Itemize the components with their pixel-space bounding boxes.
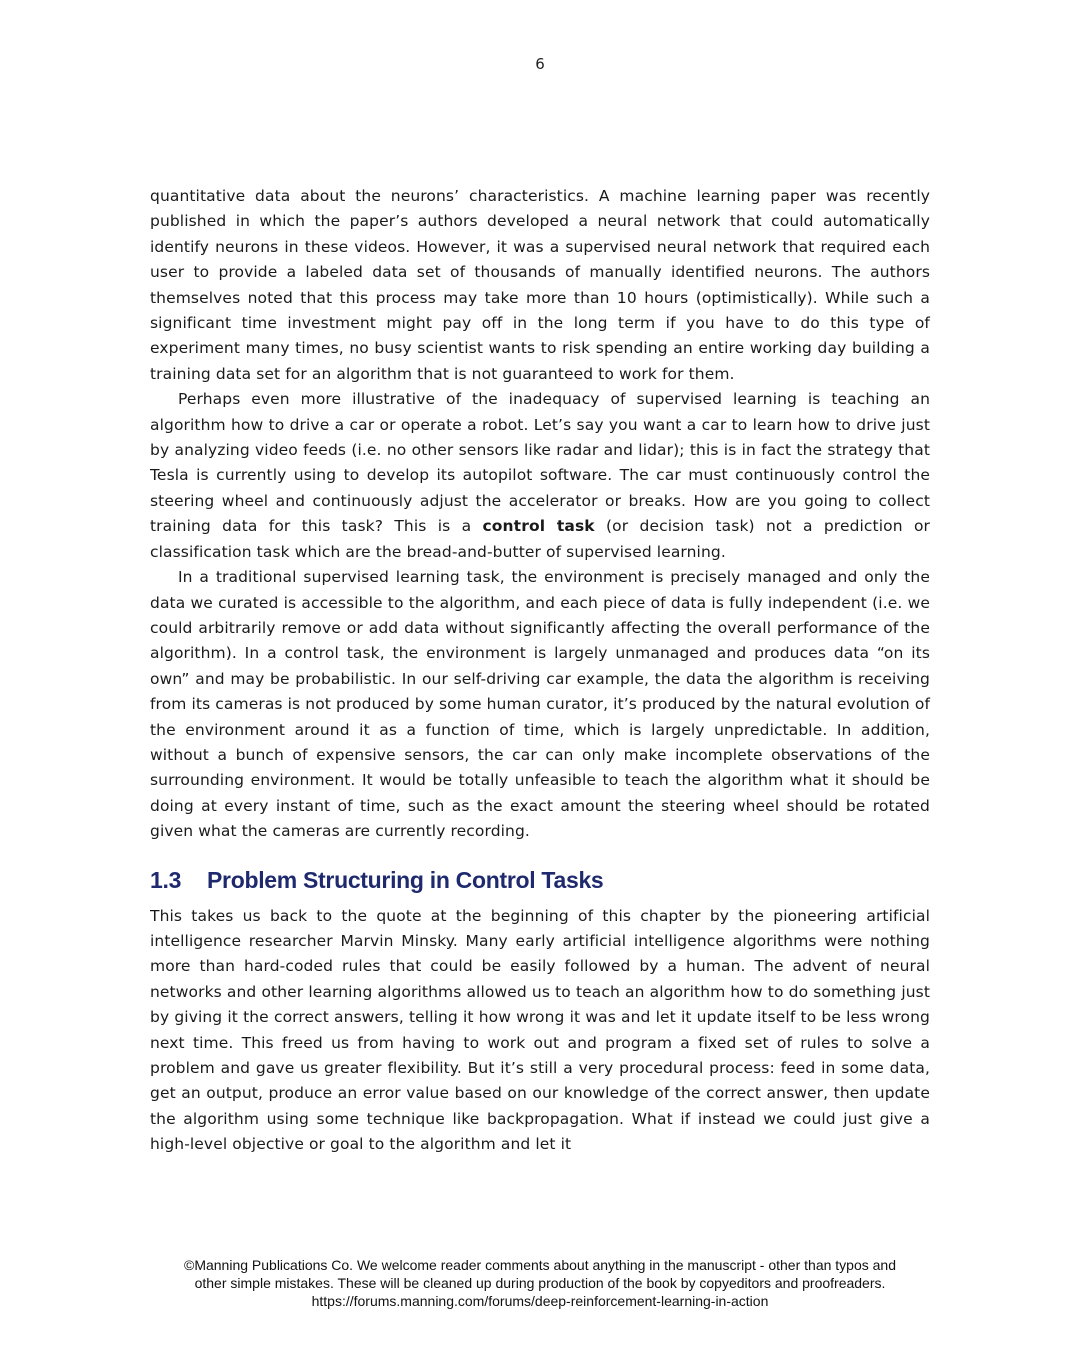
paragraph-neurons: quantitative data about the neurons’ characteristics. A machine learning paper was recently published in which the paper’s authors developed a neural network that could automatically identify neurons in these videos. However, it was a supervised neural network that required each user to provide a labeled data set of thousands of manually identified neurons. The authors themselves noted that this process may take more than 10 hours (optimistically). While such a significant time investment might pay off in the long term if you have to do this type of experiment many times, no busy scientist wants to risk spending an entire working day building a training data set for an algorithm that is not guaranteed to work for them. xyxy=(150,187,930,383)
paragraph-driving-text-end: (or decision task) not a prediction or classification task which are the bread-and-butter of supervised learning. xyxy=(150,517,930,561)
section-heading xyxy=(150,867,930,894)
footer-line-1: ©Manning Publications Co. We welcome reader comments about anything in the manuscript - other than typos and xyxy=(184,1257,896,1273)
control-task-term: control task xyxy=(482,517,595,536)
footer-forum-link[interactable]: https://forums.manning.com/forums/deep-reinforcement-learning-in-action xyxy=(311,1293,769,1309)
section-number: 1.3 xyxy=(150,866,182,893)
paragraph-control-task: In a traditional supervised learning task, the environment is precisely managed and only the data we curated is accessible to the algorithm, and each piece of data is fully independent (i.e. we could arbitrarily remove or add data without significantly affecting the overall performance of the algorithm). In a control task, the environment is largely unmanaged and produces data “on its own” and may be probabilistic. In our self-driving car example, the data the algorithm is receiving from its cameras is not produced by some human curator, it’s produced by the natural evolution of the environment around it as a function of time, which is largely unpredictable. In addition, without a bunch of expensive sensors, the car can only make incomplete observations of the surrounding environment. It would be totally unfeasible to teach the algorithm what it should be doing at every instant of time, such as the exact amount the steering wheel should be rotated given what the cameras are currently recording. xyxy=(150,568,930,841)
copyright-footer xyxy=(0,1256,1080,1310)
footer-line-2: other simple mistakes. These will be cleaned up during production of the book by copyeditors and proofreaders. xyxy=(194,1275,886,1291)
page-number: 6 xyxy=(535,55,545,73)
paragraph-driving-text-start: Perhaps even more illustrative of the inadequacy of supervised learning is teaching an algorithm how to drive a car or operate a robot. Let’s say you want a car to learn how to drive just by analyzing video feeds (i.e. no other sensors like radar and lidar); this is in fact the strategy that Tesla is currently using to develop its autopilot software. The car must continuously control the steering wheel and continuously adjust the accelerator or breaks. How are you going to collect training data for this task? This is a xyxy=(150,390,930,536)
document-body xyxy=(150,184,930,1158)
section-title: Problem Structuring in Control Tasks xyxy=(207,866,604,893)
paragraph-driving xyxy=(150,387,930,565)
paragraph-minsky: This takes us back to the quote at the beginning of this chapter by the pioneering artificial intelligence researcher Marvin Minsky. Many early artificial intelligence algorithms were nothing more than hard-coded rules that could be easily followed by a human. The advent of neural networks and other learning algorithms allowed us to teach an algorithm how to do something just by giving it the correct answers, telling it how wrong it was and let it update itself to be less wrong next time. This freed us from having to work out and program a fixed set of rules to solve a problem and gave us greater flexibility. But it’s still a very procedural process: feed in some data, get an output, produce an error value based on our knowledge of the correct answer, then update the algorithm using some technique like backpropagation. What if instead we could just give a high-level objective or goal to the algorithm and let it xyxy=(150,906,930,1154)
